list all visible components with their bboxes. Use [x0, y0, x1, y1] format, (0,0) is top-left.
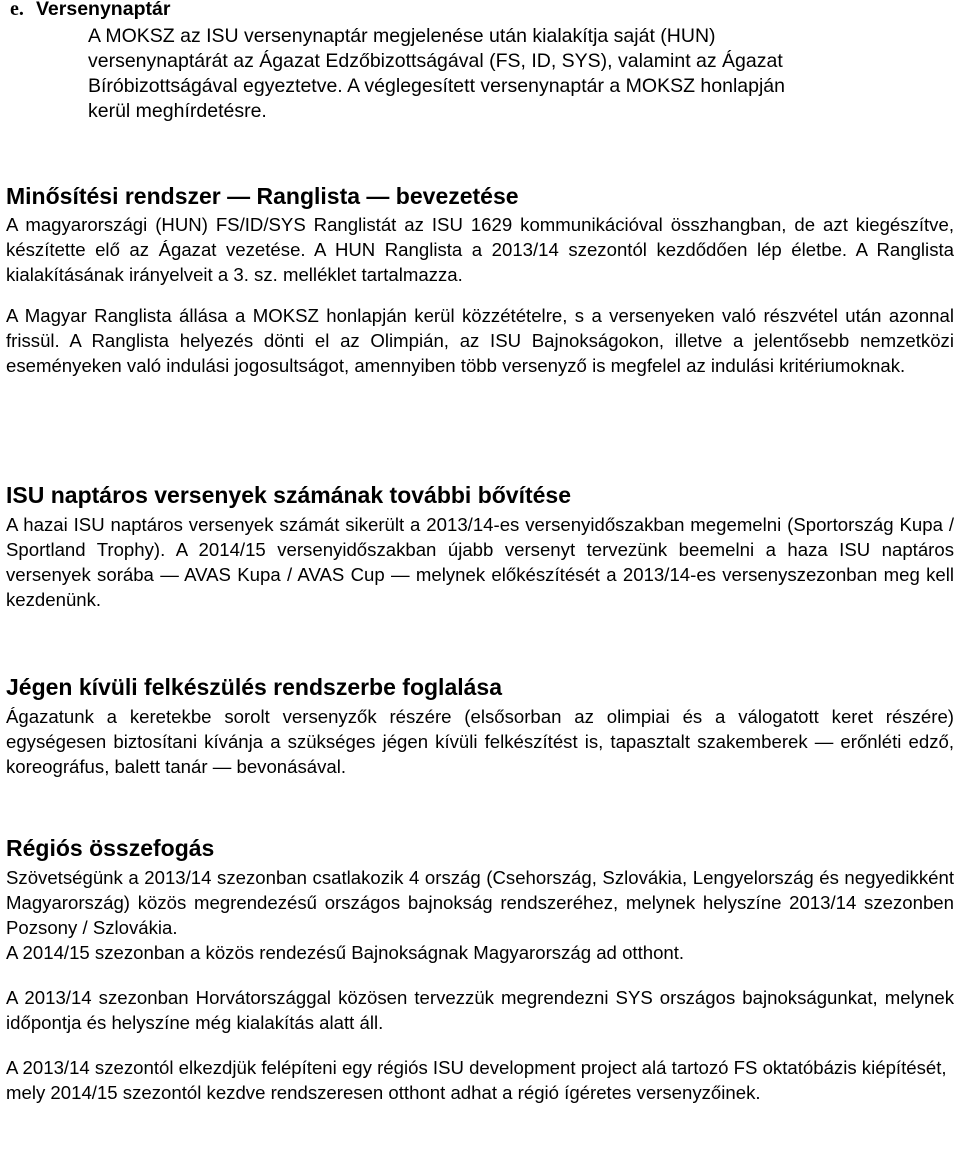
isu-heading: ISU naptáros versenyek számának további bővítése [6, 482, 572, 508]
regional-paragraph-3: A 2013/14 szezontól elkezdjük felépíteni egy régiós ISU development project alá tartozó FS oktatóbázis kiépítését, mely 2014/15 szezontól kezdve rendszeresen otthont adhat a régió ígéretes versenyzőinek. [6, 1057, 947, 1103]
section-ranglista [6, 183, 954, 378]
section-marker: e. [10, 0, 24, 20]
regional-paragraph-2: A 2013/14 szezonban Horvátországgal közösen tervezzük megrendezni SYS országos bajnokságunkat, melynek időpontja és helyszíne még kialakítás alatt áll. [6, 987, 954, 1033]
ranglista-paragraph-2: A Magyar Ranglista állása a MOKSZ honlapján kerül közzétételre, s a versenyeken való részvétel után azonnal frissül. A Ranglista helyezés dönti el az Olimpián, az ISU Bajnokságokon, illetve a jelentősebb nemzetközi eseményeken való indulási jogosultságot, amennyiben több versenyző is megfelel az indulási kritériumoknak. [6, 305, 954, 376]
section-regios-osszefogas [6, 835, 954, 1105]
section-versenynaptar [0, 0, 960, 124]
section-isu-versenyek [6, 482, 954, 612]
section-heading [0, 0, 960, 21]
ranglista-paragraph-1: A magyarországi (HUN) FS/ID/SYS Ranglistát az ISU 1629 kommunikációval összhangban, de azt kiegészítve, készítette elő az Ágazat vezetése. A HUN Ranglista a 2013/14 szezontól kezdődően lép életbe. A Ranglista kialakításának irányelveit a 3. sz. melléklet tartalmazza. [6, 214, 954, 285]
isu-paragraph: A hazai ISU naptáros versenyek számát sikerült a 2013/14-es versenyidőszakban megemelni (Sportország Kupa / Sportland Trophy). A 2014/15 versenyidőszakban újabb versenyt tervezünk beemelni a haza ISU naptáros versenyek sorába — AVAS Kupa / AVAS Cup — melynek előkészítését a 2013/14-es versenyszezonban meg kell kezdenünk. [6, 514, 954, 610]
regional-paragraph-1: Szövetségünk a 2013/14 szezonban csatlakozik 4 ország (Csehország, Szlovákia, Lengyelország és negyedikként Magyarország) közös megrendezésű országos bajnokság rendszeréhez, melynek helyszíne 2013/14 szezonben Pozsony / Szlovákia. [6, 867, 954, 938]
regional-heading: Régiós összefogás [6, 835, 215, 861]
section-jegen-kivuli [6, 674, 954, 779]
off-ice-heading: Jégen kívüli felkészülés rendszerbe foglalása [6, 674, 502, 700]
regional-paragraph-1b: A 2014/15 szezonban a közös rendezésű Bajnokságnak Magyarország ad otthont. [6, 942, 685, 963]
off-ice-paragraph: Ágazatunk a keretekbe sorolt versenyzők részére (elsősorban az olimpiai és a válogatott keret részére) egységesen biztosítani kívánja a szükséges jégen kívüli felkészítést is, tapasztalt szakemberek — erőnléti edző, koreográfus, balett tanár — bevonásával. [6, 706, 954, 777]
ranglista-heading: Minősítési rendszer — Ranglista — bevezetése [6, 183, 519, 209]
section-title: Versenynaptár [36, 0, 171, 20]
section-body: A MOKSZ az ISU versenynaptár megjelenése után kialakítja saját (HUN) versenynaptárát az Ágazat Edzőbizottságával (FS, ID, SYS), valamint az Ágazat Bíróbizottságával egyeztetve. A véglegesített versenynaptár a MOKSZ honlapján kerül meghírdetésre. [88, 25, 785, 122]
